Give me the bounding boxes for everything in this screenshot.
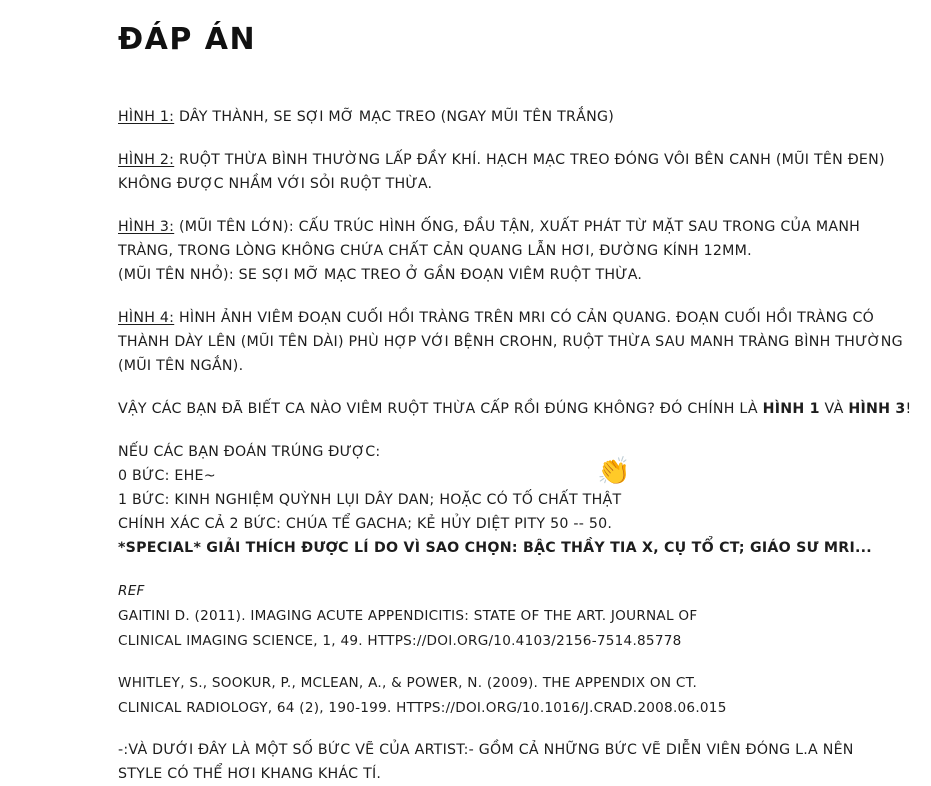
paragraph-line: KHÔNG ĐƯỢC NHẦM VỚI SỎI RUỘT THỪA. — [118, 176, 433, 192]
reference-line: CLINICAL RADIOLOGY, 64 (2), 190-199. HTTPS://DOI.ORG/10.1016/J.CRAD.2008.06.015 — [118, 700, 727, 716]
paragraph-line: (MŨI TÊN NHỎ): SE SỢI MỠ MẠC TREO Ở GẦN ĐOẠN VIÊM RUỘT THỪA. — [118, 267, 643, 283]
footer-line: STYLE CÓ THỂ HƠI KHANG KHÁC TÍ. — [118, 766, 382, 782]
paragraph-line — [118, 215, 918, 239]
figure-label: HÌNH 2: — [118, 152, 175, 168]
figure-text: RUỘT THỪA BÌNH THƯỜNG LẤP ĐẦY KHÍ. HẠCH MẠC TREO ĐÓNG VÔI BÊN CANH (MŨI TÊN ĐEN) — [174, 152, 885, 168]
figure-text: (MŨI TÊN LỚN): CẤU TRÚC HÌNH ỐNG, ĐẦU TẬN, XUẤT PHÁT TỪ MẶT SAU TRONG CỦA MANH — [174, 219, 861, 235]
conclusion-answer-2: HÌNH 3 — [848, 401, 906, 417]
reference-line: GAITINI D. (2011). IMAGING ACUTE APPENDICITIS: STATE OF THE ART. JOURNAL OF — [118, 608, 698, 624]
conclusion-middle: VÀ — [819, 401, 849, 417]
list-item — [118, 536, 918, 560]
conclusion-answer-1: HÌNH 1 — [762, 401, 820, 417]
footer-note — [118, 738, 918, 786]
page-title: ĐÁP ÁN — [118, 22, 257, 57]
clapping-hands-icon: 👏 — [597, 456, 631, 487]
paragraph-line: THÀNH DÀY LÊN (MŨI TÊN DÀI) PHÙ HỢP VỚI BỆNH CROHN, RUỘT THỪA SAU MANH TRÀNG BÌNH THƯỜNG — [118, 334, 903, 350]
paragraph-hinh-2 — [118, 148, 918, 196]
paragraph-hinh-4 — [118, 306, 918, 378]
figure-text: HÌNH ẢNH VIÊM ĐOẠN CUỐI HỒI TRÀNG TRÊN MRI CÓ CẢN QUANG. ĐOẠN CUỐI HỒI TRÀNG CÓ — [174, 310, 875, 326]
list-item: CHÍNH XÁC CẢ 2 BỨC: CHÚA TỂ GACHA; KẺ HỦY DIỆT PITY 50 -- 50. — [118, 516, 613, 532]
figure-label: HÌNH 3: — [118, 219, 175, 235]
conclusion-paragraph — [118, 397, 918, 421]
paragraph-line — [118, 105, 918, 129]
paragraph-hinh-3 — [118, 215, 918, 287]
paragraph-line: (MŨI TÊN NGẮN). — [118, 358, 244, 374]
figure-text: DÂY THÀNH, SE SỢI MỠ MẠC TREO (NGAY MŨI TÊN TRẮNG) — [174, 109, 614, 125]
conclusion-suffix: ! — [905, 401, 912, 417]
figure-label: HÌNH 4: — [118, 310, 175, 326]
figure-label: HÌNH 1: — [118, 109, 175, 125]
reference-block-2 — [118, 671, 918, 721]
guess-intro: NẾU CÁC BẠN ĐOÁN TRÚNG ĐƯỢC: — [118, 444, 381, 460]
paragraph-line — [118, 148, 918, 172]
conclusion-prefix: VẬY CÁC BẠN ĐÃ BIẾT CA NÀO VIÊM RUỘT THỪA CẤP RỒI ĐÚNG KHÔNG? ĐÓ CHÍNH LÀ — [118, 401, 763, 417]
document-body — [118, 105, 918, 786]
paragraph-line — [118, 306, 918, 330]
paragraph-hinh-1 — [118, 105, 918, 129]
reference-block — [118, 579, 918, 654]
paragraph-line: TRÀNG, TRONG LÒNG KHÔNG CHỨA CHẤT CẢN QUANG LẪN HƠI, ĐƯỜNG KÍNH 12MM. — [118, 243, 752, 259]
list-item: 0 BỨC: EHE~ — [118, 468, 216, 484]
reference-line: CLINICAL IMAGING SCIENCE, 1, 49. HTTPS://DOI.ORG/10.4103/2156-7514.85778 — [118, 633, 682, 649]
paragraph-line — [118, 397, 918, 421]
list-item-emphasis: BẬC THẦY TIA X, CỤ TỔ CT; GIÁO SƯ MRI... — [522, 540, 872, 556]
list-item: 1 BỨC: KINH NGHIỆM QUỲNH LỤI DÂY DAN; HOẶC CÓ TỐ CHẤT THẬT — [118, 492, 622, 508]
list-item-label: *SPECIAL* GIẢI THÍCH ĐƯỢC LÍ DO VÌ SAO CHỌN: — [118, 540, 523, 556]
footer-line: -:VÀ DƯỚI ĐÂY LÀ MỘT SỐ BỨC VẼ CỦA ARTIST:- GỒM CẢ NHỮNG BỨC VẼ DIỄN VIÊN ĐÓNG L.A NÊN — [118, 742, 854, 758]
guess-result-list — [118, 440, 918, 560]
reference-line: WHITLEY, S., SOOKUR, P., MCLEAN, A., & POWER, N. (2009). THE APPENDIX ON CT. — [118, 675, 698, 691]
reference-heading: REF — [118, 583, 145, 599]
